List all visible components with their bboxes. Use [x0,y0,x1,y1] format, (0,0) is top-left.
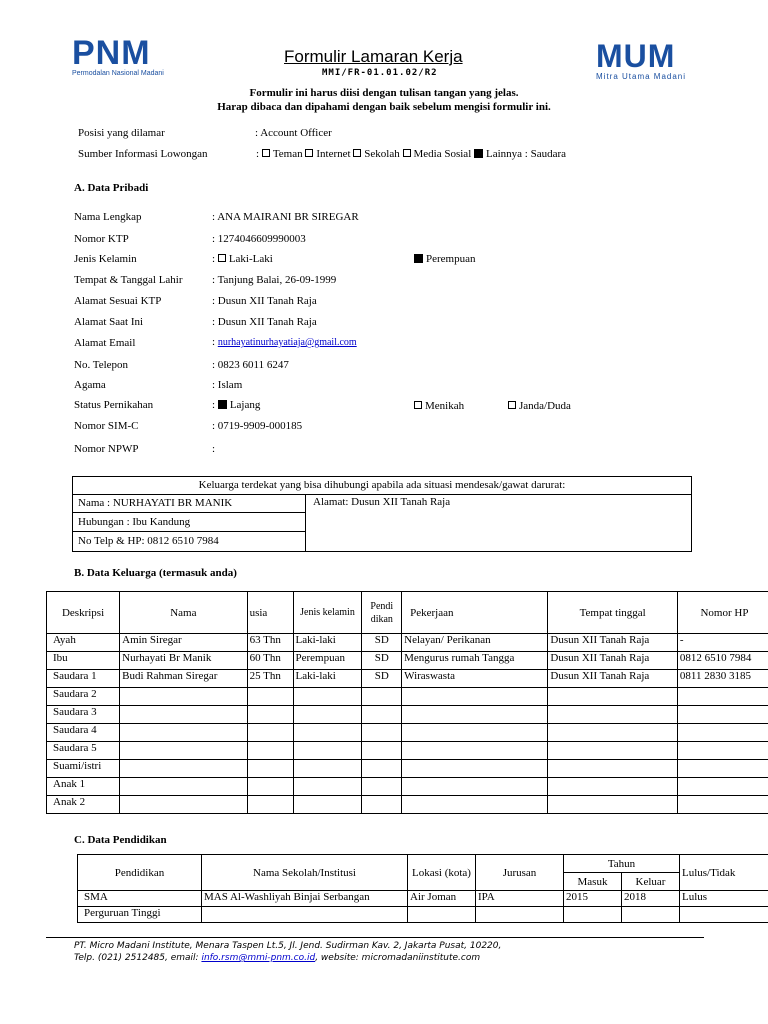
field-label: Nomor SIM-C [74,420,139,432]
mum-logo-subtitle: Mitra Utama Madani [596,72,687,81]
table-cell [120,706,247,724]
table-cell [402,778,548,796]
column-header: Jurusan [476,855,564,891]
table-cell [677,706,768,724]
table-cell: - [677,634,768,652]
table-cell [677,742,768,760]
column-header: Pendi dikan [362,592,402,634]
emergency-heading: Keluarga terdekat yang bisa dihubungi apabila ada situasi mendesak/gawat darurat: [73,477,691,495]
table-cell [247,706,293,724]
emergency-address: Alamat: Dusun XII Tanah Raja [313,496,451,508]
table-cell: Saudara 4 [47,724,120,742]
checkbox-icon [218,254,226,262]
table-cell [247,688,293,706]
table-cell [362,706,402,724]
column-header: Lulus/Tidak [680,855,768,891]
table-cell [362,778,402,796]
table-cell: 60 Thn [247,652,293,670]
source-options [256,148,566,160]
table-cell [362,688,402,706]
source-label: Sumber Informasi Lowongan [78,148,208,160]
table-cell [677,796,768,814]
table-cell: SD [362,634,402,652]
field-value-email: : nurhayatinurhayatiaja@gmail.com [212,336,357,348]
table-cell: 2018 [622,891,680,907]
table-cell [120,760,247,778]
table-cell [120,688,247,706]
table-cell [564,907,622,923]
table-row [47,742,768,760]
table-cell [622,907,680,923]
field-label: Alamat Email [74,337,136,349]
table-row [78,891,768,907]
checkbox-icon [353,149,361,157]
field-value-birth: : Tanjung Balai, 26-09-1999 [212,274,337,286]
footer-divider [46,937,704,938]
table-cell: Saudara 2 [47,688,120,706]
field-value-address-now: : Dusun XII Tanah Raja [212,316,317,328]
pnm-logo-text: PNM [72,34,151,72]
table-row [47,778,768,796]
column-header: Keluar [622,873,680,891]
table-cell [548,724,678,742]
checkbox-icon [508,401,516,409]
source-option-teman[interactable]: Teman [262,148,303,160]
table-cell [362,724,402,742]
emergency-relation: Hubungan : Ibu Kandung [73,513,306,532]
footer-email-link[interactable]: info.rsm@mmi-pnm.co.id [201,953,316,963]
marital-married-option[interactable]: Menikah [414,400,464,412]
table-cell [120,778,247,796]
field-value-nama: : ANA MAIRANI BR SIREGAR [212,211,359,223]
family-table [46,591,768,814]
footer-contact: Telp. (021) 2512485, email: info.rsm@mmi-pnm.co.id, website: micromadaniinstitute.com [74,953,481,963]
column-header: Nomor HP [677,592,768,634]
table-cell [402,724,548,742]
field-value-gender: : Laki-Laki [212,253,273,265]
table-cell: Dusun XII Tanah Raja [548,652,678,670]
field-label: Agama [74,379,106,391]
emergency-phone: No Telp & HP: 0812 6510 7984 [73,532,306,551]
table-cell: SMA [78,891,202,907]
table-cell [247,742,293,760]
table-cell: Ibu [47,652,120,670]
table-cell: Wiraswasta [402,670,548,688]
table-cell [548,688,678,706]
pnm-logo [72,36,164,77]
table-cell: IPA [476,891,564,907]
table-cell: Air Joman [408,891,476,907]
gender-male-option[interactable]: Laki-Laki [218,253,273,265]
table-cell [402,760,548,778]
form-code: MMI/FR-01.01.02/R2 [322,68,438,78]
table-cell [293,724,362,742]
mum-logo-text: MUM [596,38,676,74]
footer-address: PT. Micro Madani Institute, Menara Taspen Lt.5, Jl. Jend. Sudirman Kav. 2, Jakarta Pusat, 10220, [74,941,502,951]
table-cell [120,742,247,760]
table-cell [402,706,548,724]
table-cell: Ayah [47,634,120,652]
checkbox-icon [403,149,411,157]
table-cell: Saudara 1 [47,670,120,688]
table-cell [247,796,293,814]
table-cell: Perguruan Tinggi [78,907,202,923]
section-c-heading: C. Data Pendidikan [74,834,167,846]
field-label: Alamat Saat Ini [74,316,144,328]
field-label: Nomor NPWP [74,443,139,455]
table-cell [293,706,362,724]
table-cell [120,724,247,742]
source-option-media-sosial[interactable]: Media Sosial [403,148,472,160]
column-header: Lokasi (kota) [408,855,476,891]
table-cell [362,742,402,760]
table-cell [247,778,293,796]
checkbox-icon [414,401,422,409]
table-cell [293,778,362,796]
column-header: Nama [120,592,247,634]
emergency-name: Nama : NURHAYATI BR MANIK [73,494,306,513]
table-cell [677,688,768,706]
checkbox-checked-icon [474,149,483,158]
checkbox-icon [305,149,313,157]
table-row [47,634,768,652]
table-row [47,652,768,670]
field-value-npwp: : [212,443,216,455]
table-cell: Anak 1 [47,778,120,796]
table-row [47,688,768,706]
email-link[interactable]: nurhayatinurhayatiaja@gmail.com [217,337,357,348]
checkbox-icon [262,149,270,157]
pnm-logo-subtitle: Permodalan Nasional Madani [72,70,164,77]
footer [74,940,501,964]
field-label: Alamat Sesuai KTP [74,295,162,307]
table-cell [293,742,362,760]
table-cell: 2015 [564,891,622,907]
table-cell: SD [362,652,402,670]
table-cell [548,778,678,796]
table-cell [548,706,678,724]
mum-logo [596,40,686,81]
marital-single-option[interactable]: Lajang [218,399,261,411]
table-cell [362,796,402,814]
table-cell: Mengurus rumah Tangga [402,652,548,670]
table-row [78,907,768,923]
table-cell [548,760,678,778]
column-header: Tahun [564,855,680,873]
instruction-1: Formulir ini harus diisi dengan tulisan tangan yang jelas. [249,87,519,99]
field-value-phone: : 0823 6011 6247 [212,359,289,371]
column-header: Nama Sekolah/Institusi [202,855,408,891]
position-label: Posisi yang dilamar [78,127,165,139]
field-value-ktp: : 1274046609990003 [212,233,306,245]
table-cell [402,796,548,814]
table-cell: Saudara 3 [47,706,120,724]
field-label: Nama Lengkap [74,211,142,223]
table-cell [202,907,408,923]
checkbox-checked-icon [414,254,423,263]
column-header: Deskripsi [47,592,120,634]
field-label: Nomor KTP [74,233,129,245]
page-title: Formulir Lamaran Kerja [284,47,463,66]
column-header: Jenis kelamin [293,592,362,634]
table-cell [677,778,768,796]
marital-widow-option[interactable]: Janda/Duda [508,400,571,412]
table-cell: 0812 6510 7984 [677,652,768,670]
field-label: Jenis Kelamin [74,253,137,265]
table-cell [408,907,476,923]
table-cell [247,760,293,778]
emergency-contact-box [72,476,692,552]
table-cell: Laki-laki [293,670,362,688]
table-cell [677,760,768,778]
table-cell: Nurhayati Br Manik [120,652,247,670]
source-option-lainnya[interactable]: Lainnya : Saudara [474,148,566,160]
table-cell [293,796,362,814]
table-cell: Lulus [680,891,768,907]
education-table-header [78,855,768,873]
table-cell: Anak 2 [47,796,120,814]
table-row [47,670,768,688]
table-cell [362,760,402,778]
table-cell [677,724,768,742]
column-header: Masuk [564,873,622,891]
section-a-heading: A. Data Pribadi [74,182,149,194]
table-row [47,724,768,742]
table-cell: Dusun XII Tanah Raja [548,634,678,652]
table-cell [680,907,768,923]
table-cell [293,688,362,706]
gender-female-option[interactable]: Perempuan [414,253,475,265]
column-header: Pekerjaan [402,592,548,634]
table-row [47,706,768,724]
field-label: Tempat & Tanggal Lahir [74,274,183,286]
table-row [47,760,768,778]
table-cell: Amin Siregar [120,634,247,652]
column-header: usia [247,592,293,634]
table-cell: MAS Al-Washliyah Binjai Serbangan [202,891,408,907]
table-cell: Nelayan/ Perikanan [402,634,548,652]
section-b-heading: B. Data Keluarga (termasuk anda) [74,567,237,579]
table-cell [476,907,564,923]
table-cell: SD [362,670,402,688]
table-cell [120,796,247,814]
table-cell [293,760,362,778]
field-label: No. Telepon [74,359,129,371]
table-cell [402,688,548,706]
field-value-religion: : Islam [212,379,243,391]
table-cell: Suami/istri [47,760,120,778]
field-value-marital: : Lajang [212,399,261,411]
checkbox-checked-icon [218,400,227,409]
column-header: Tempat tinggal [548,592,678,634]
table-cell: 63 Thn [247,634,293,652]
table-cell [402,742,548,760]
table-cell: Saudara 5 [47,742,120,760]
table-cell: 25 Thn [247,670,293,688]
instruction-2: Harap dibaca dan dipahami dengan baik sebelum mengisi formulir ini. [217,101,551,113]
family-table-header [47,592,768,634]
source-option-sekolah[interactable]: Sekolah [353,148,399,160]
table-cell: Dusun XII Tanah Raja [548,670,678,688]
field-value-sim: : 0719-9909-000185 [212,420,303,432]
table-cell: Laki-laki [293,634,362,652]
field-label: Status Pernikahan [74,399,154,411]
table-cell: Budi Rahman Siregar [120,670,247,688]
table-cell: 0811 2830 3185 [677,670,768,688]
table-cell: Perempuan [293,652,362,670]
column-header: Pendidikan [78,855,202,891]
table-cell [247,724,293,742]
table-cell [548,742,678,760]
table-cell [548,796,678,814]
table-row [47,796,768,814]
source-option-internet[interactable]: Internet [305,148,350,160]
source-colon: : [256,148,260,160]
field-value-address-ktp: : Dusun XII Tanah Raja [212,295,317,307]
position-value: : Account Officer [255,127,332,139]
education-table [77,854,768,923]
